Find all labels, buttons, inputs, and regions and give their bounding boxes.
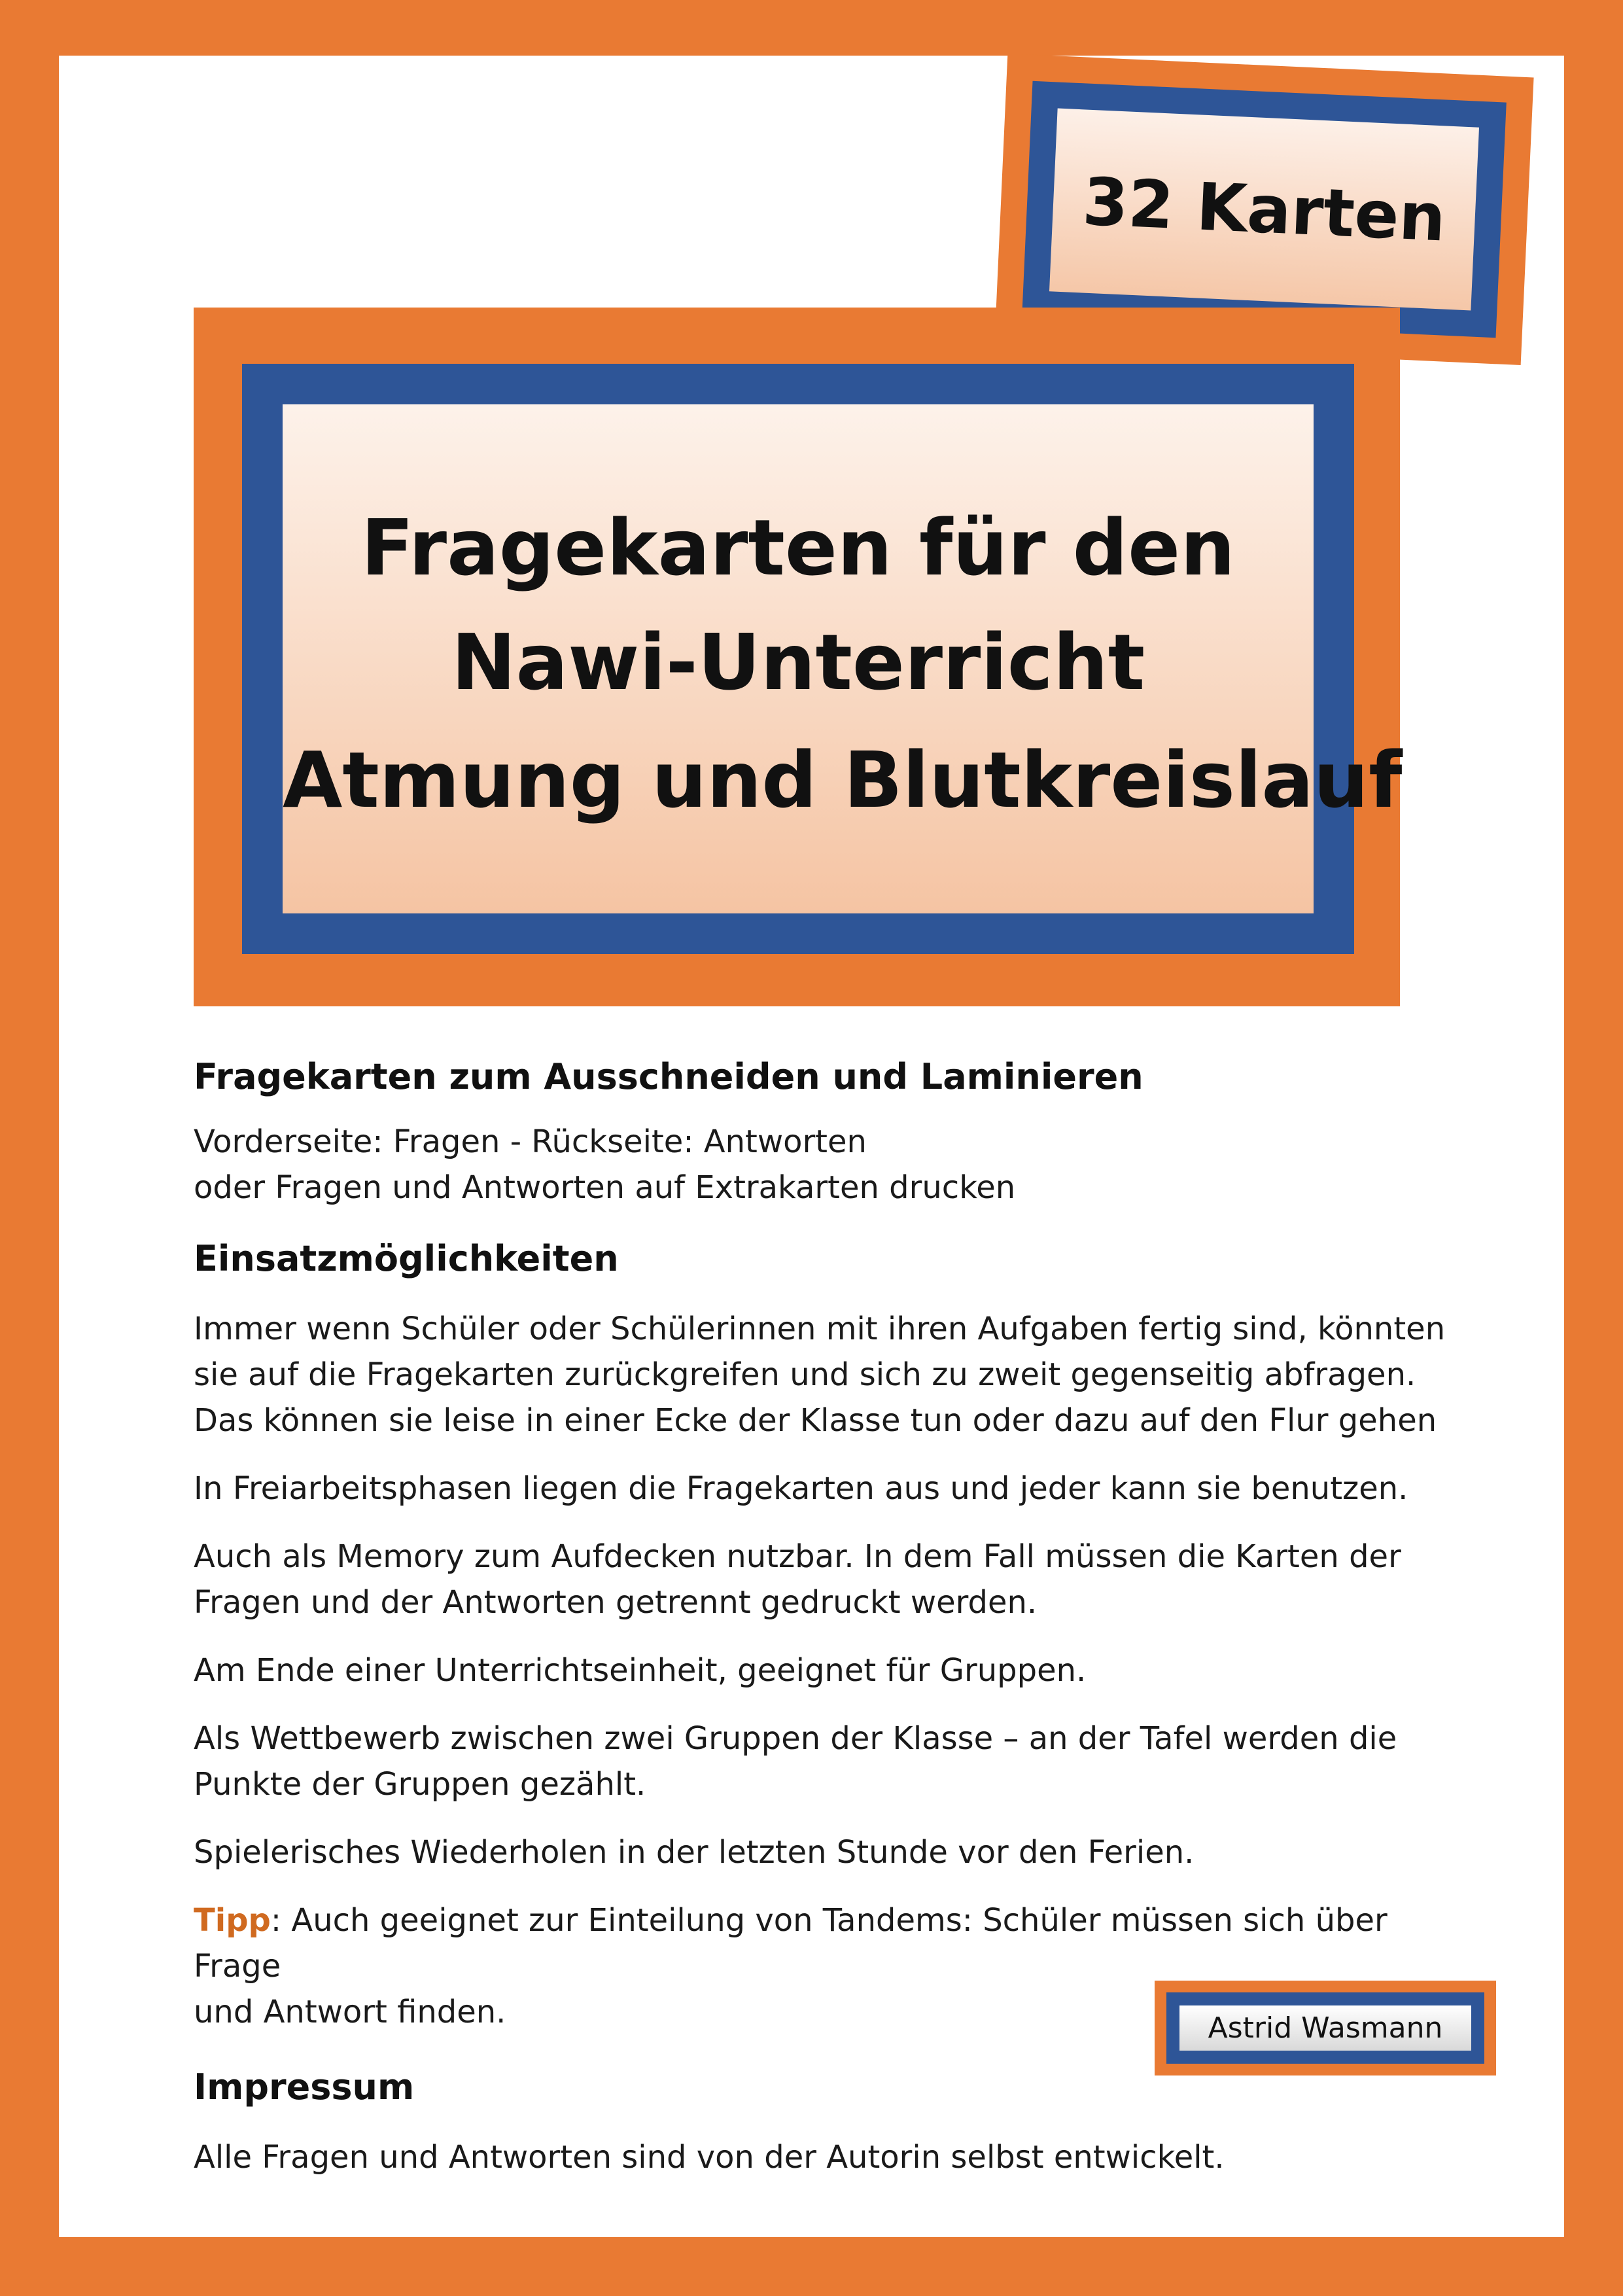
badge-inner (1049, 109, 1479, 311)
title-line-1: Fragekarten für den (360, 503, 1236, 593)
author-blue-frame (1166, 1992, 1484, 2064)
tipp-label: Tipp (194, 1902, 271, 1939)
heading-einsatz: Einsatzmöglichkeiten (194, 1238, 619, 1279)
title-line-3: Atmung und Blutkreislauf (283, 735, 1403, 825)
text-impressum: Alle Fragen und Antworten sind von der Autorin selbst entwickelt. (194, 2139, 1225, 2176)
author-name: Astrid Wasmann (1208, 2011, 1443, 2045)
title-inner (283, 404, 1403, 913)
author-badge (1155, 1981, 1496, 2075)
text-immer-1: Immer wenn Schüler oder Schülerinnen mit ihren Aufgaben fertig sind, könnten (194, 1311, 1446, 1347)
text-wiederholen: Spielerisches Wiederholen in der letzten Stunde vor den Ferien. (194, 1834, 1195, 1871)
text-memory-2: Fragen und der Antworten getrennt gedruckt werden. (194, 1584, 1038, 1621)
title-card (194, 308, 1403, 1006)
text-memory-1: Auch als Memory zum Aufdecken nutzbar. In dem Fall müssen die Karten der (194, 1538, 1401, 1575)
heading-ausschneiden: Fragekarten zum Ausschneiden und Laminieren (194, 1056, 1143, 1097)
card-count-text: 32 Karten (1081, 162, 1448, 256)
tipp-text: : Auch geeignet zur Einteilung von Tandems: Schüler müssen sich über Frage (194, 1902, 1387, 1985)
title-line-2: Nawi-Unterricht (451, 617, 1145, 707)
author-inner (1179, 2005, 1471, 2051)
text-tipp-2: und Antwort finden. (194, 1994, 506, 2030)
text-wettbewerb-2: Punkte der Gruppen gezählt. (194, 1766, 646, 1803)
title-blue-frame (242, 364, 1403, 954)
text-freiarbeit: In Freiarbeitsphasen liegen die Fragekarten aus und jeder kann sie benutzen. (194, 1470, 1408, 1507)
text-extrakarten: oder Fragen und Antworten auf Extrakarten drucken (194, 1169, 1016, 1206)
text-immer-3: Das können sie leise in einer Ecke der Klasse tun oder dazu auf den Flur gehen (194, 1402, 1437, 1439)
text-tipp-1 (194, 1898, 1476, 1989)
text-ende: Am Ende einer Unterrichtseinheit, geeignet für Gruppen. (194, 1652, 1087, 1689)
text-immer-2: sie auf die Fragekarten zurückgreifen und sich zu zweit gegenseitig abfragen. (194, 1356, 1416, 1393)
text-wettbewerb-1: Als Wettbewerb zwischen zwei Gruppen der Klasse – an der Tafel werden die (194, 1720, 1397, 1757)
text-vorderseite: Vorderseite: Fragen - Rückseite: Antworten (194, 1123, 867, 1160)
heading-impressum: Impressum (194, 2066, 415, 2108)
badge-blue-frame (1022, 81, 1507, 338)
